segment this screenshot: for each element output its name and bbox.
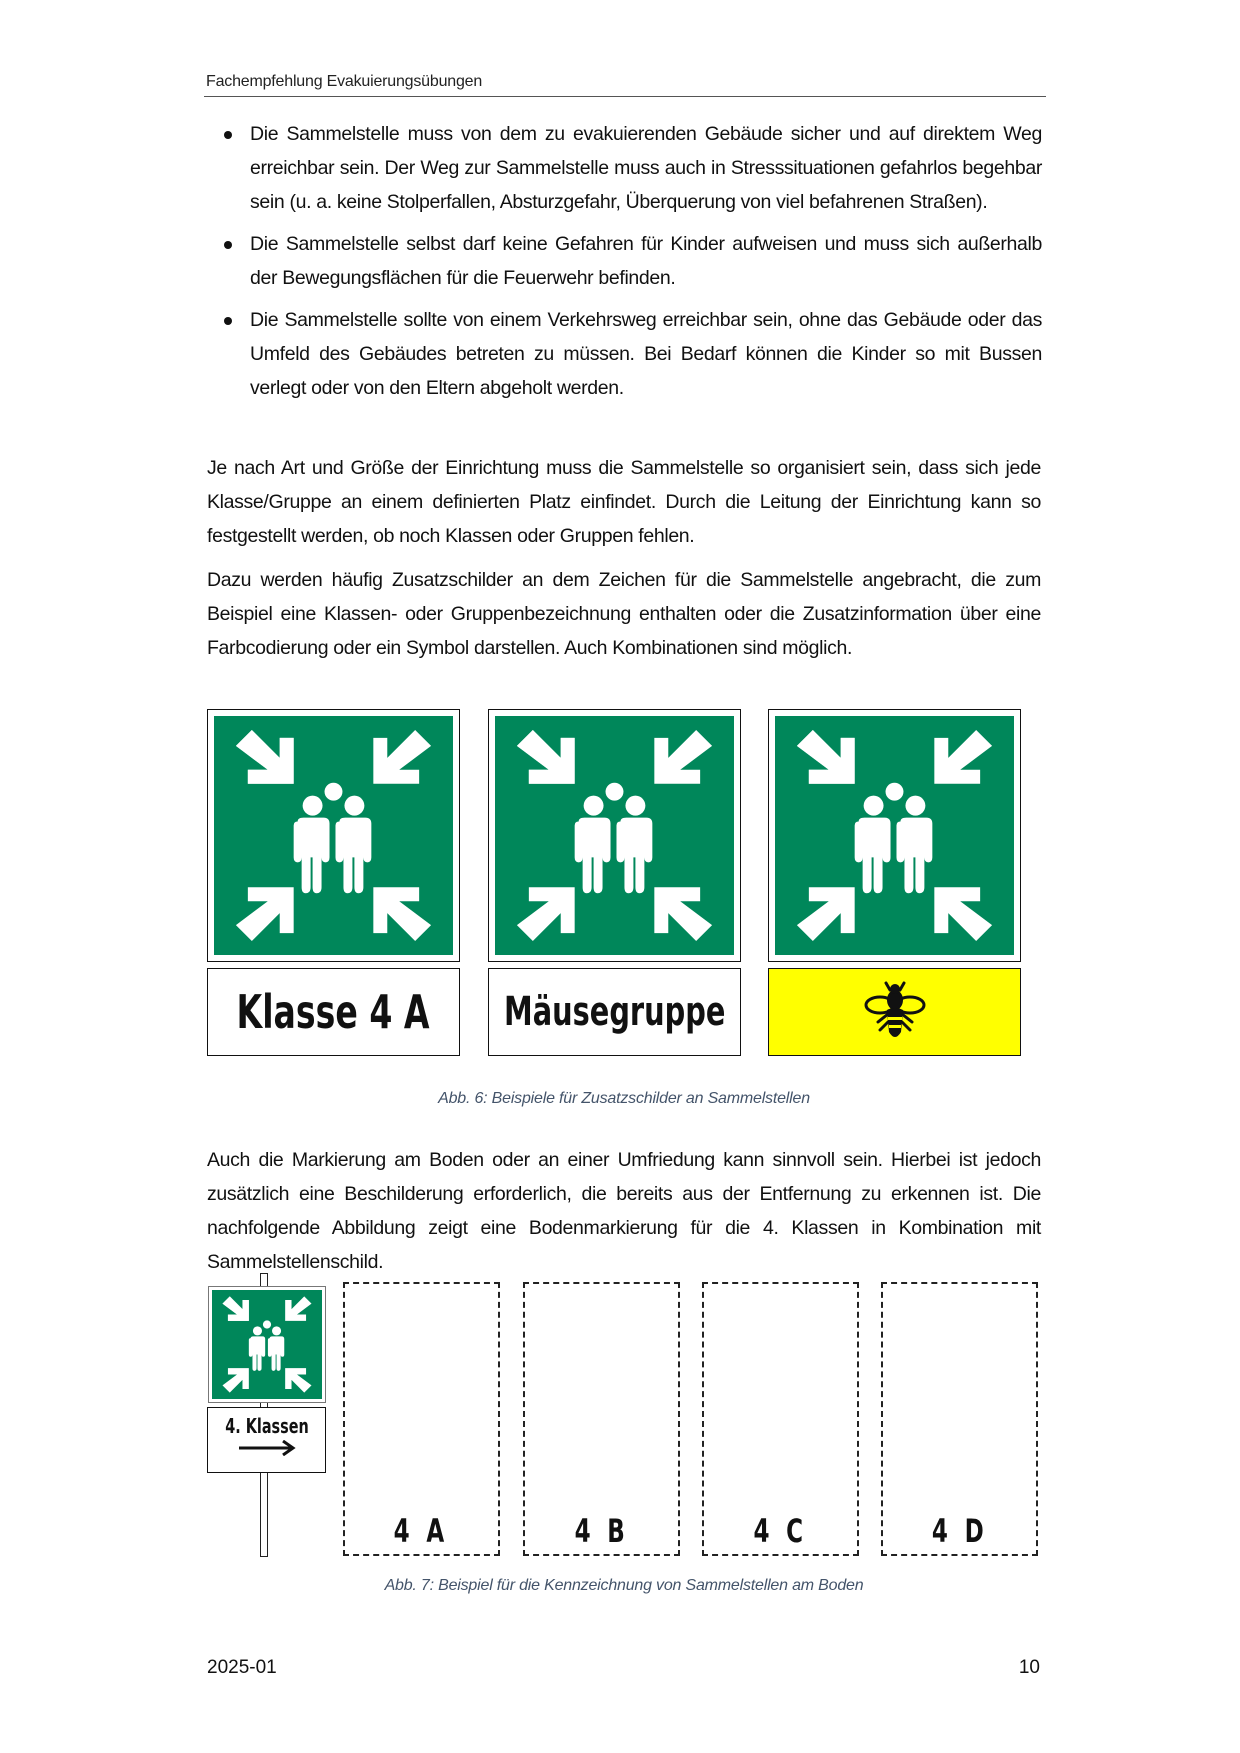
floor-marking-label: 4 A <box>394 1512 449 1550</box>
bullet-item <box>206 117 1042 219</box>
header-divider <box>204 96 1046 97</box>
bullet-item <box>206 227 1042 295</box>
bee-icon <box>860 980 930 1044</box>
supplementary-label-yellow <box>768 968 1021 1056</box>
bullet-item <box>206 303 1042 405</box>
bullet-text: Die Sammelstelle muss von dem zu evakuierenden Gebäude sicher und auf direktem Weg erreichbar sein. Der Weg zur Sammelstelle muss auch in Stresssituationen gefahrlos begehbar sein (u. a. keine Stolperfallen, Absturzgefahr, Überquerung von viel befahrenen Straßen). <box>250 123 1042 213</box>
footer-date: 2025-01 <box>207 1657 277 1678</box>
paragraph: Dazu werden häufig Zusatzschilder an dem Zeichen für die Sammelstelle angebracht, die zum Beispiel eine Klassen- oder Gruppenbezeichnung enthalten oder die Zusatzinformation über eine Farbcodierung oder ein Symbol darstellen. Auch Kombinationen sind möglich. <box>207 569 1041 659</box>
paragraph: Je nach Art und Größe der Einrichtung muss die Sammelstelle so organisiert sein, dass sich jede Klasse/Gruppe an einem definierten Platz einfindet. Durch die Leitung der Einrichtung kann so festgestellt werden, ob noch Klassen oder Gruppen fehlen. <box>207 457 1041 547</box>
label-text: Mäusegruppe <box>503 989 726 1035</box>
floor-marking-4b <box>523 1282 680 1556</box>
assembly-point-icon <box>212 1290 322 1399</box>
floor-marking-4a <box>343 1282 500 1556</box>
page-number: 10 <box>1018 1657 1040 1678</box>
paragraph: Auch die Markierung am Boden oder an einer Umfriedung kann sinnvoll sein. Hierbei ist jedoch zusätzlich eine Beschilderung erforderlich, die bereits aus der Entfernung zu erkennen ist. Die nachfolgende Abbildung zeigt eine Bodenmarkierung für die 4. Klassen in Kombination mit Sammelstellenschild. <box>207 1149 1041 1273</box>
assembly-point-sign <box>488 709 741 962</box>
assembly-point-icon <box>495 716 734 955</box>
bullet-dot-icon <box>224 131 232 139</box>
direction-label <box>207 1407 326 1473</box>
figure-caption: Abb. 7: Beispiel für die Kennzeichnung von Sammelstellen am Boden <box>384 1577 864 1594</box>
floor-marking-4c <box>702 1282 859 1556</box>
bullet-text: Die Sammelstelle sollte von einem Verkehrsweg erreichbar sein, ohne das Gebäude oder das Umfeld des Gebäudes betreten zu müssen. Bei Bedarf können die Kinder so mit Bussen verlegt oder von den Eltern abgeholt werden. <box>250 309 1042 399</box>
assembly-point-icon <box>214 716 453 955</box>
floor-marking-label: 4 B <box>574 1512 629 1550</box>
bullet-list <box>206 117 1042 413</box>
running-header: Fachempfehlung Evakuierungsübungen <box>206 73 483 90</box>
floor-marking-label: 4 C <box>753 1512 808 1550</box>
label-text: Klasse 4 A <box>236 985 431 1039</box>
supplementary-label <box>488 968 741 1056</box>
assembly-point-sign <box>207 709 460 962</box>
assembly-point-sign <box>768 709 1021 962</box>
floor-marking-label: 4 D <box>931 1512 988 1550</box>
bullet-dot-icon <box>224 317 232 325</box>
bullet-dot-icon <box>224 241 232 249</box>
assembly-point-icon <box>775 716 1014 955</box>
figure-caption: Abb. 6: Beispiele für Zusatzschilder an Sammelstellen <box>438 1090 810 1107</box>
assembly-sign-bee <box>768 709 1021 1056</box>
floor-marking-4d <box>881 1282 1038 1556</box>
assembly-sign-class-4a <box>207 709 460 1056</box>
arrow-right-icon <box>237 1440 297 1456</box>
assembly-sign-mouse-group <box>488 709 741 1056</box>
bullet-text: Die Sammelstelle selbst darf keine Gefahren für Kinder aufweisen und muss sich außerhalb der Bewegungsflächen für die Feuerwehr befinden. <box>250 233 1042 289</box>
assembly-point-sign-small <box>208 1286 326 1403</box>
supplementary-label <box>207 968 460 1056</box>
direction-label-text: 4. Klassen <box>224 1414 309 1438</box>
